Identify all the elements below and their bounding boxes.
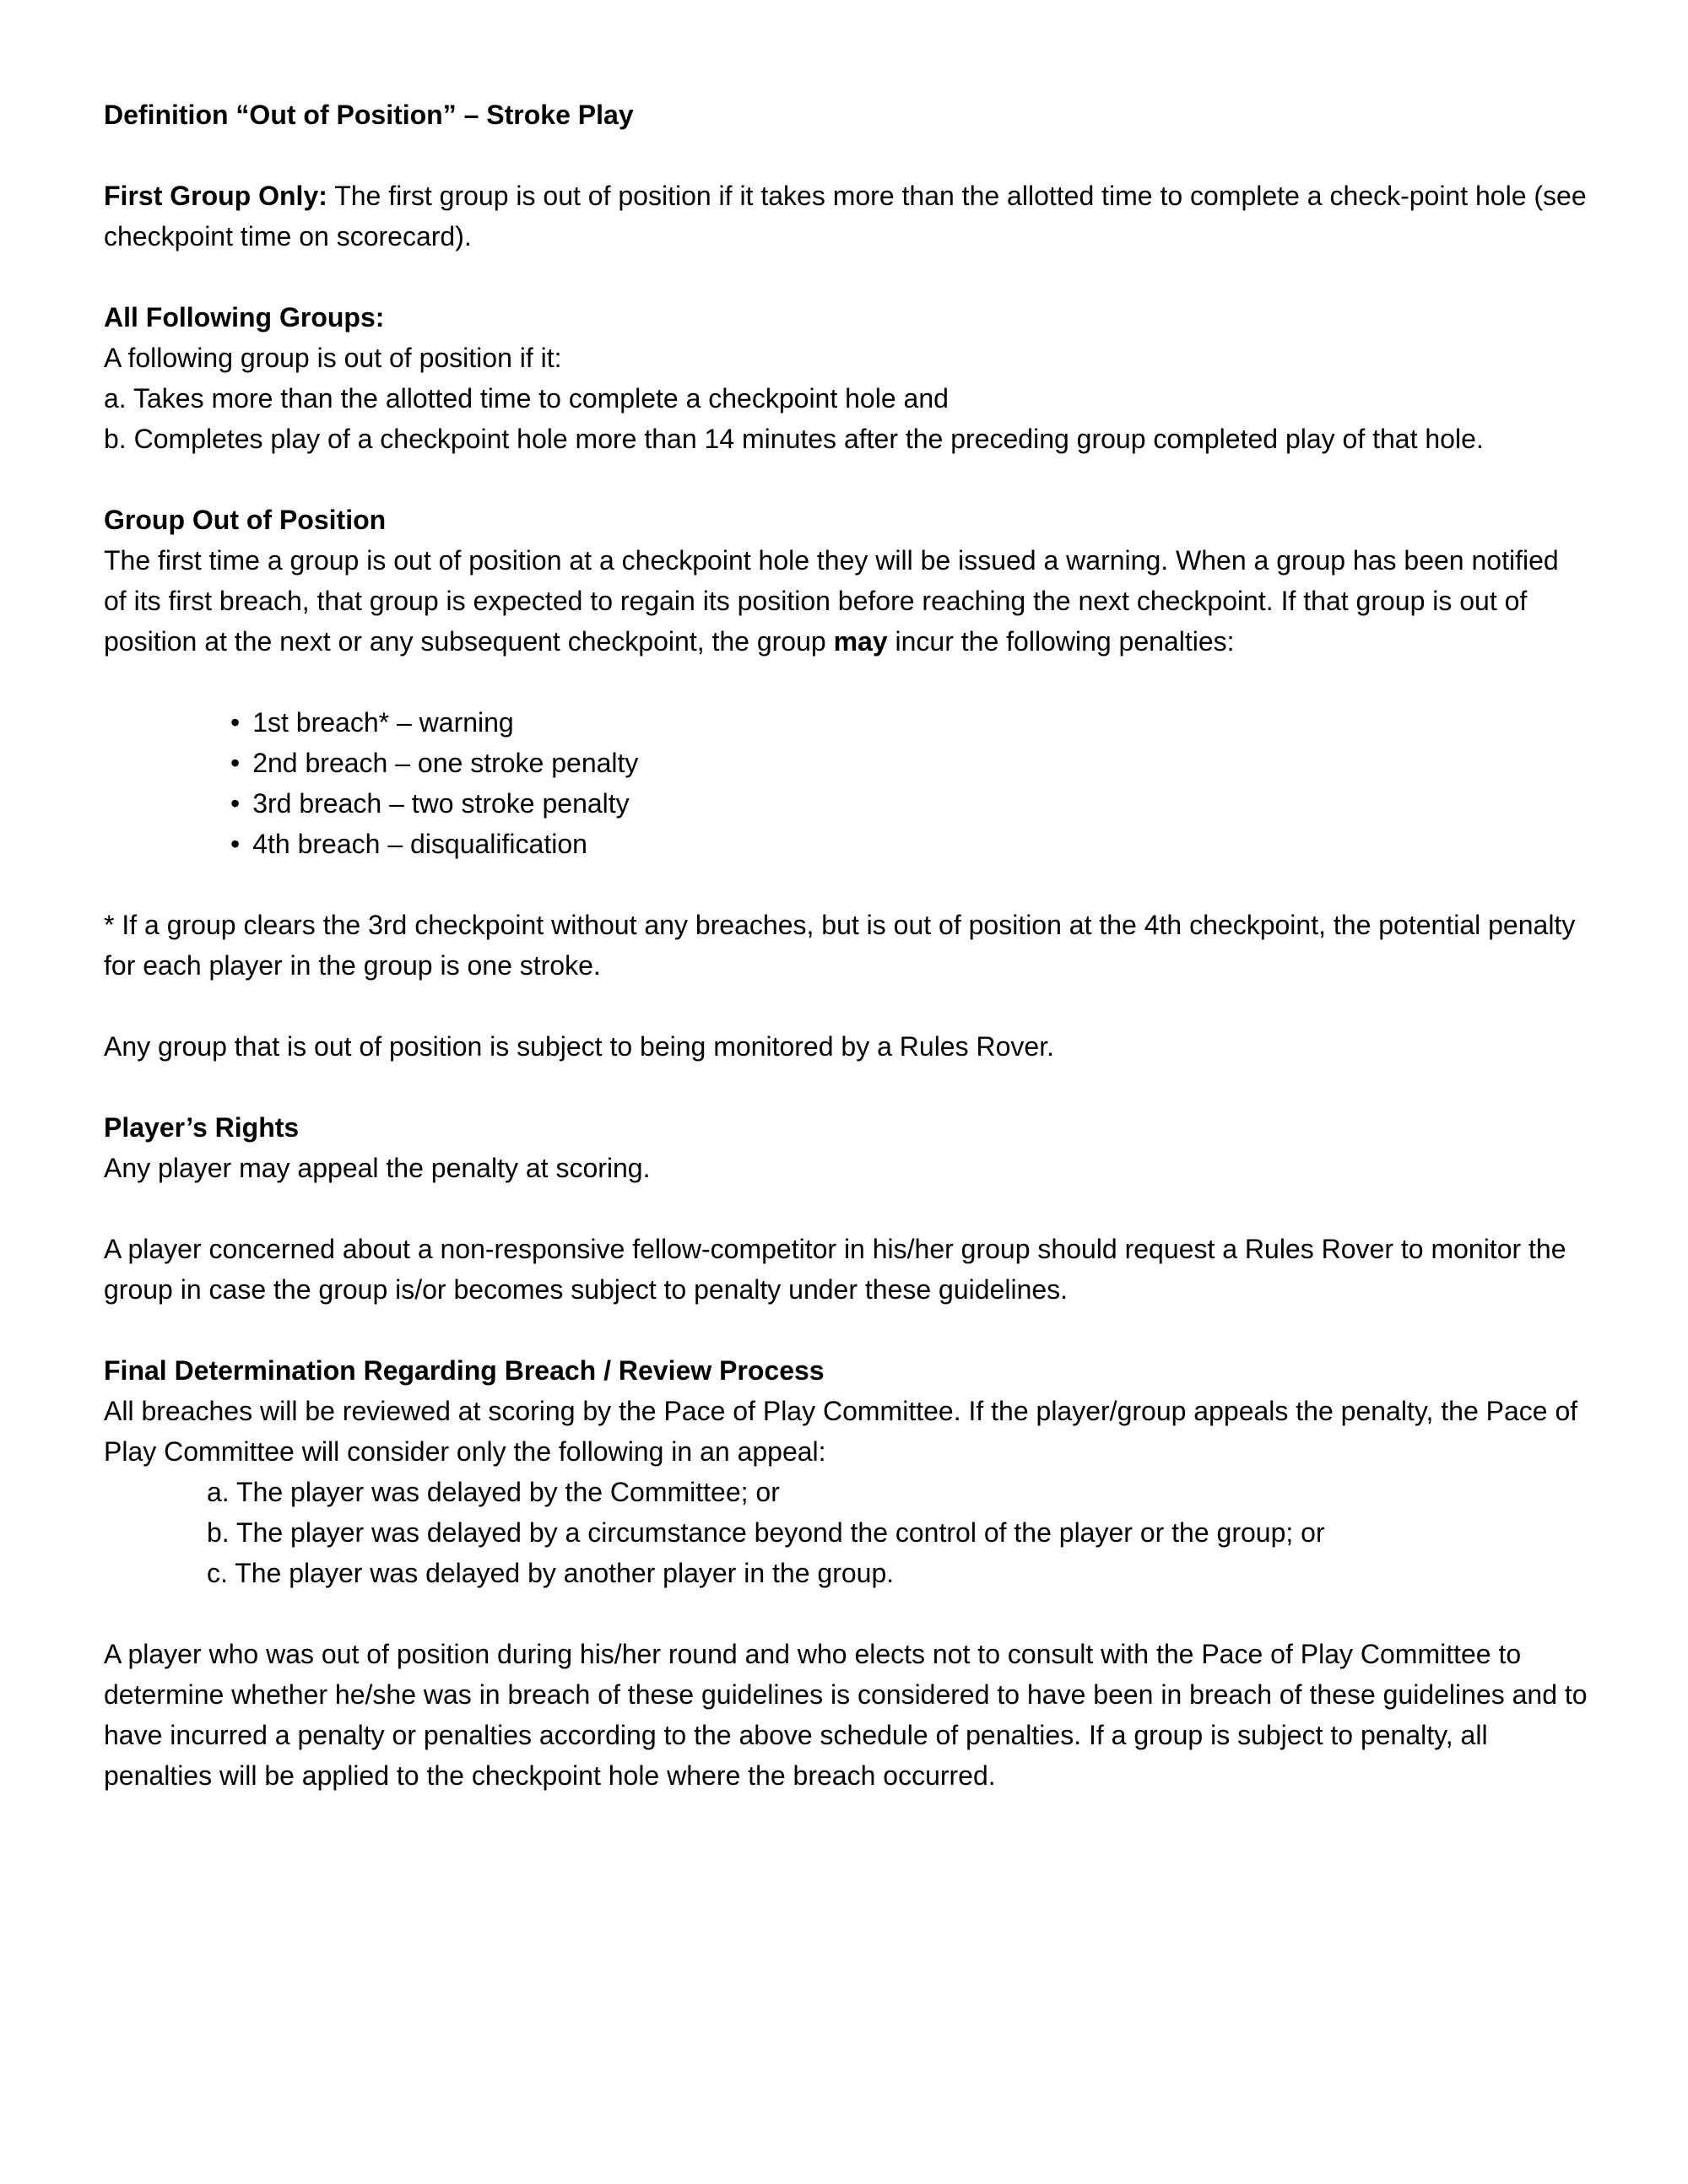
group-out-of-position-bold-word: may: [833, 626, 888, 657]
all-following-groups-intro: A following group is out of position if it:: [104, 343, 562, 373]
list-item: • 2nd breach – one stroke penalty: [230, 743, 1588, 783]
group-out-of-position-heading: Group Out of Position: [104, 505, 387, 535]
list-item: • 4th breach – disqualification: [230, 824, 1588, 864]
document-title: Definition “Out of Position” – Stroke Play: [104, 100, 634, 130]
closing-paragraph: A player who was out of position during his/her round and who elects not to consult with the Pace of Play Committee to determine whether he/she was in breach of these guidelines is considered to have been in breach of these guidelines and to have incurred a penalty or penalties according to the above schedule of penalties. If a group is subject to penalty, all penalties will be applied to the checkpoint hole where the breach occurred.: [104, 1639, 1588, 1791]
list-item: c. The player was delayed by another player in the group.: [207, 1558, 895, 1588]
group-out-of-position-text-after: incur the following penalties:: [887, 626, 1235, 657]
final-determination-heading: Final Determination Regarding Breach / Review Process: [104, 1355, 825, 1386]
players-rights-heading: Player’s Rights: [104, 1112, 300, 1143]
monitoring-note-paragraph: Any group that is out of position is subject to being monitored by a Rules Rover.: [104, 1031, 1054, 1062]
list-item: • 1st breach* – warning: [230, 702, 1588, 743]
footnote-paragraph: * If a group clears the 3rd checkpoint without any breaches, but is out of position at the 4th checkpoint, the potential penalty for each player in the group is one stroke.: [104, 910, 1576, 981]
group-out-of-position-text: [104, 540, 1588, 662]
players-rights-text: Any player may appeal the penalty at scoring.: [104, 1153, 651, 1183]
first-group-text: The first group is out of position if it takes more than the allotted time to complete a check-point hole (see checkpoint time on scorecard).: [104, 181, 1587, 251]
appeal-conditions-list: [104, 1472, 1588, 1593]
group-out-of-position-text-before: The first time a group is out of position at a checkpoint hole they will be issued a warning. When a group has been notified of its first breach, that group is expected to regain its position before reaching the next checkpoint. If that group is out of position at the next or any subsequent checkpoint, the group: [104, 545, 1559, 657]
concerned-player-paragraph: A player concerned about a non-responsive fellow-competitor in his/her group should request a Rules Rover to monitor the group in case the group is/or becomes subject to penalty under these guidelines.: [104, 1234, 1566, 1305]
penalty-schedule-list: [104, 702, 1588, 864]
all-following-groups-section: [104, 297, 1588, 459]
first-group-label: First Group Only:: [104, 181, 327, 211]
group-out-of-position-section: [104, 500, 1588, 662]
all-following-groups-item-b: b. Completes play of a checkpoint hole more than 14 minutes after the preceding group completed play of that hole.: [104, 424, 1484, 454]
players-rights-section: [104, 1107, 1588, 1188]
final-determination-intro: All breaches will be reviewed at scoring by the Pace of Play Committee. If the player/group appeals the penalty, the Pace of Play Committee will consider only the following in an appeal:: [104, 1396, 1578, 1467]
list-item: b. The player was delayed by a circumstance beyond the control of the player or the group; or: [207, 1517, 1325, 1548]
list-item: • 3rd breach – two stroke penalty: [230, 783, 1588, 824]
all-following-groups-heading: All Following Groups:: [104, 302, 385, 332]
final-determination-section: [104, 1350, 1588, 1593]
first-group-paragraph: [104, 176, 1588, 257]
all-following-groups-item-a: a. Takes more than the allotted time to complete a checkpoint hole and: [104, 383, 949, 414]
list-item: a. The player was delayed by the Committee; or: [207, 1477, 780, 1507]
